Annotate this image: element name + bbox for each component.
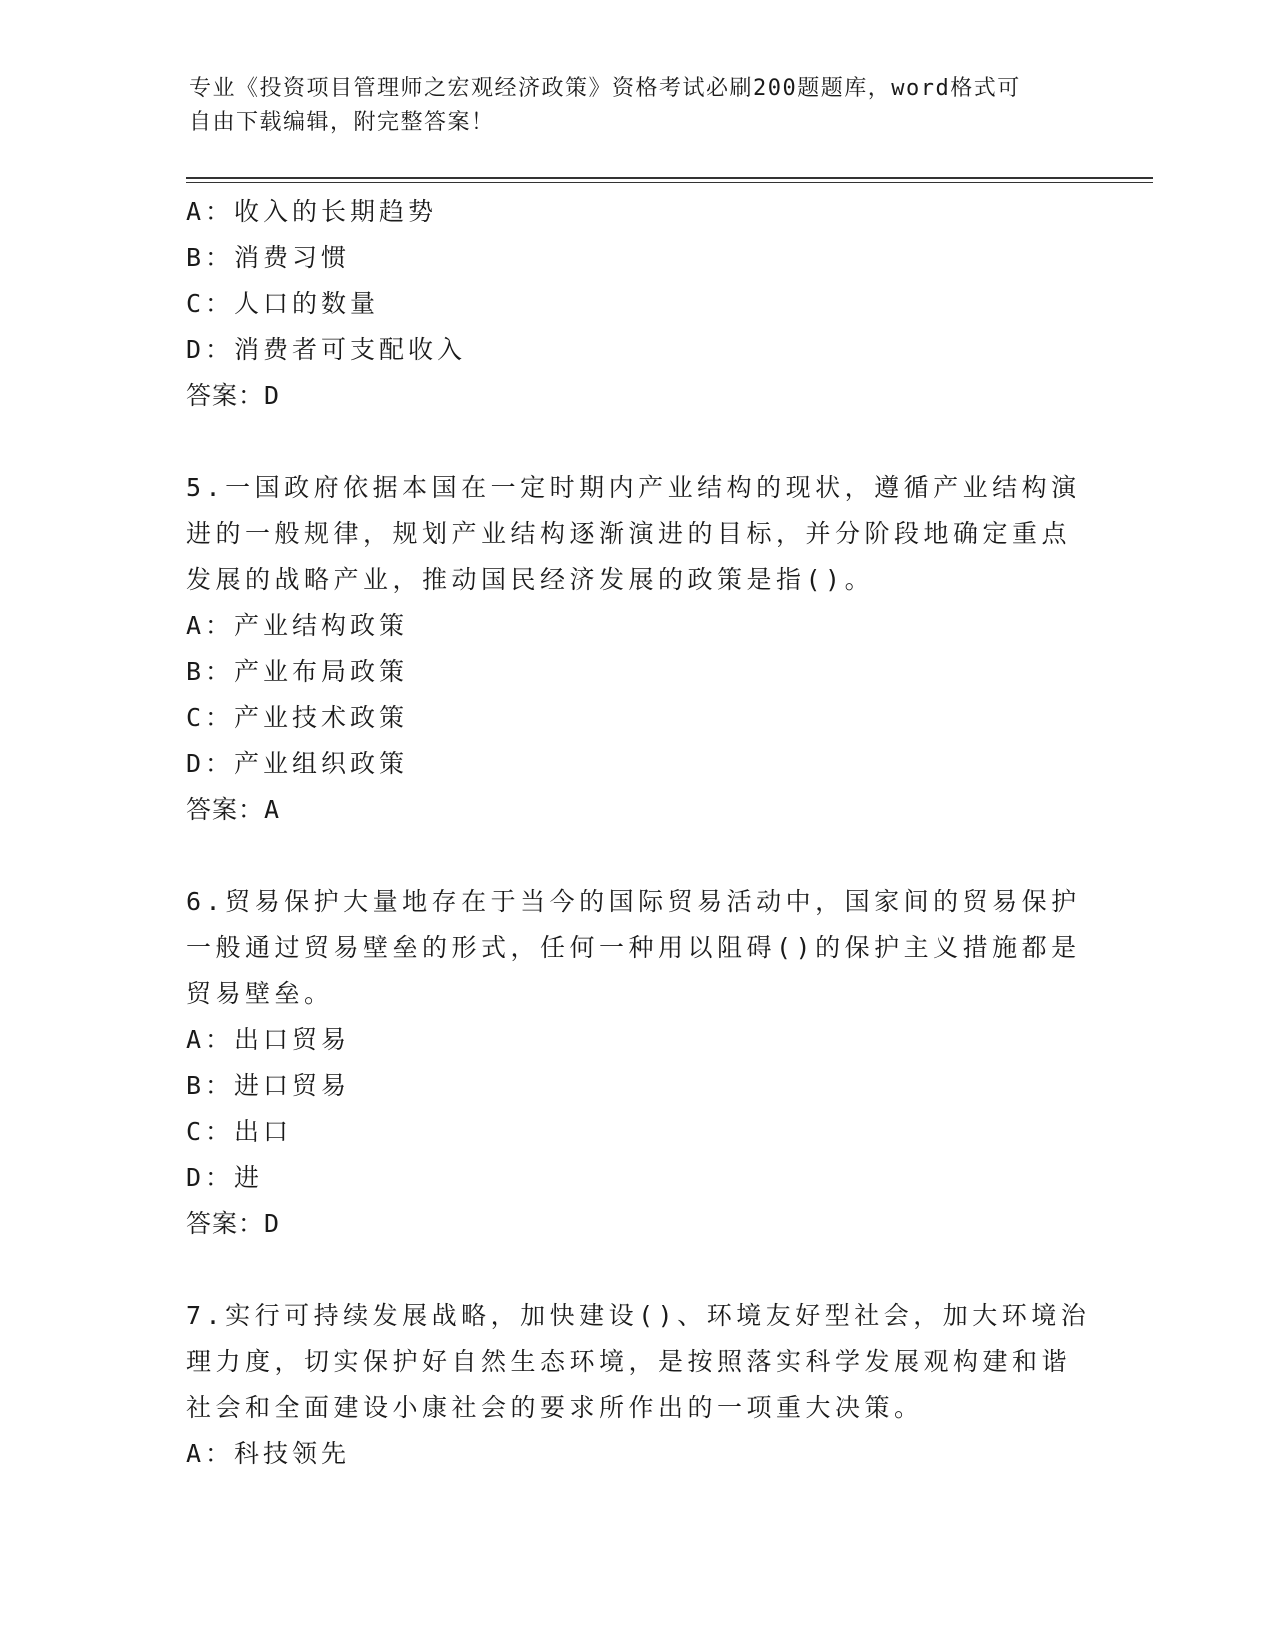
- question-5: [186, 465, 1081, 833]
- option-b: B：进口贸易: [186, 1071, 351, 1100]
- header-line-1: 专业《投资项目管理师之宏观经济政策》资格考试必刷200题题库，word格式可: [189, 76, 1021, 101]
- question-content: [186, 189, 1091, 1477]
- option-a: A：产业结构政策: [186, 611, 409, 640]
- option-c: C：出口: [186, 1117, 293, 1146]
- option-a: A：出口贸易: [186, 1025, 351, 1054]
- stem-line: 6.贸易保护大量地存在于当今的国际贸易活动中，国家间的贸易保护: [186, 887, 1081, 916]
- answer-line: 答案：D: [186, 381, 281, 410]
- question-stem: [186, 879, 1081, 1017]
- header-divider-thick: [186, 177, 1153, 179]
- question-stem: [186, 465, 1081, 603]
- answer-line: 答案：A: [186, 795, 281, 824]
- question-6: [186, 879, 1081, 1247]
- option-c: C：人口的数量: [186, 289, 380, 318]
- header-line-2: 自由下载编辑，附完整答案！: [189, 110, 495, 135]
- question-4: [186, 189, 1066, 419]
- option-b: B：产业布局政策: [186, 657, 409, 686]
- answer-line: 答案：D: [186, 1209, 281, 1238]
- option-b: B：消费习惯: [186, 243, 351, 272]
- option-a: A：科技领先: [186, 1439, 351, 1468]
- stem-line: 7.实行可持续发展战略，加快建设()、环境友好型社会，加大环境治: [186, 1301, 1091, 1330]
- option-d: D：产业组织政策: [186, 749, 409, 778]
- stem-line: 发展的战略产业，推动国民经济发展的政策是指()。: [186, 565, 875, 594]
- option-d: D：进: [186, 1163, 264, 1192]
- stem-line: 社会和全面建设小康社会的要求所作出的一项重大决策。: [186, 1393, 924, 1422]
- option-a: A：收入的长期趋势: [186, 197, 438, 226]
- document-header: [189, 72, 1069, 140]
- stem-line: 一般通过贸易壁垒的形式，任何一种用以阻碍()的保护主义措施都是: [186, 933, 1081, 962]
- header-divider-thin: [186, 182, 1153, 183]
- question-stem: [186, 1293, 1091, 1431]
- stem-line: 贸易壁垒。: [186, 979, 334, 1008]
- stem-line: 5.一国政府依据本国在一定时期内产业结构的现状，遵循产业结构演: [186, 473, 1081, 502]
- option-c: C：产业技术政策: [186, 703, 409, 732]
- stem-line: 进的一般规律，规划产业结构逐渐演进的目标，并分阶段地确定重点: [186, 519, 1072, 548]
- option-d: D：消费者可支配收入: [186, 335, 467, 364]
- question-7: [186, 1293, 1091, 1477]
- stem-line: 理力度，切实保护好自然生态环境，是按照落实科学发展观构建和谐: [186, 1347, 1072, 1376]
